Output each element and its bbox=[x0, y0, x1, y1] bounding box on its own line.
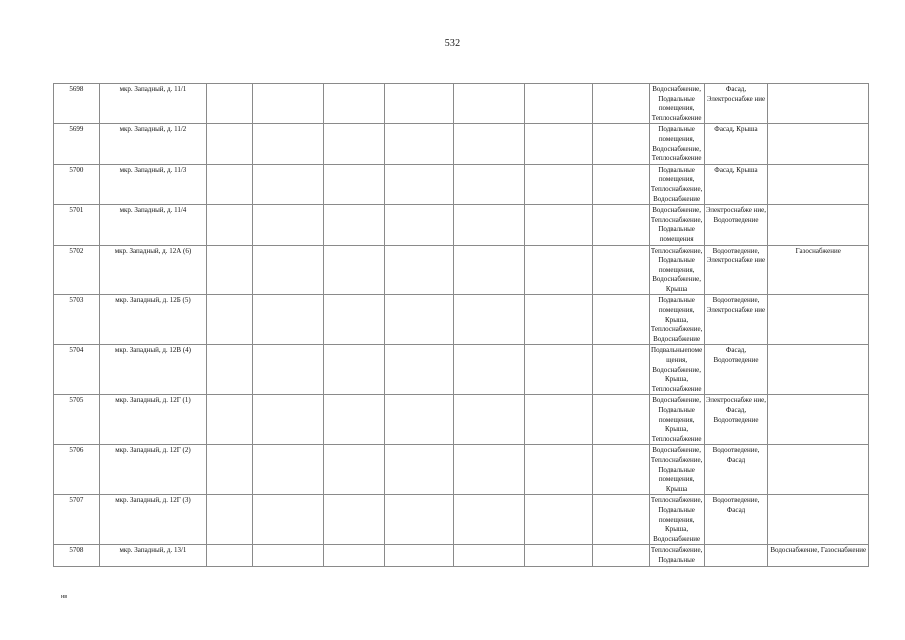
cell-empty bbox=[207, 205, 253, 245]
cell-number: 5704 bbox=[54, 345, 100, 395]
cell-number: 5702 bbox=[54, 245, 100, 295]
cell-empty bbox=[592, 545, 649, 566]
cell-works-2: Водоотведение, Фасад bbox=[704, 445, 768, 495]
cell-empty bbox=[453, 295, 524, 345]
table-row bbox=[54, 164, 869, 204]
cell-empty bbox=[384, 545, 453, 566]
cell-works-2: Фасад, Крыша bbox=[704, 124, 768, 164]
cell-empty bbox=[524, 124, 592, 164]
cell-empty bbox=[323, 445, 384, 495]
cell-empty bbox=[592, 295, 649, 345]
cell-empty bbox=[384, 445, 453, 495]
cell-empty bbox=[323, 395, 384, 445]
cell-works-1: Подвальные помещения, Теплоснабжение, Водоснабжение bbox=[649, 164, 704, 204]
cell-empty bbox=[323, 545, 384, 566]
cell-works-3: Газоснабжение bbox=[768, 245, 869, 295]
cell-works-1: Водоснабжение, Подвальные помещения, Крыша, Теплоснабжение bbox=[649, 395, 704, 445]
cell-address: мкр. Западный, д. 12Г (3) bbox=[99, 495, 207, 545]
cell-address: мкр. Западный, д. 12Г (2) bbox=[99, 445, 207, 495]
cell-empty bbox=[592, 345, 649, 395]
cell-address: мкр. Западный, д. 11/3 bbox=[99, 164, 207, 204]
cell-works-2: Фасад, Крыша bbox=[704, 164, 768, 204]
cell-address: мкр. Западный, д. 11/4 bbox=[99, 205, 207, 245]
cell-empty bbox=[524, 345, 592, 395]
cell-works-2: Фасад, Электроснабже ние bbox=[704, 84, 768, 124]
cell-empty bbox=[252, 495, 323, 545]
cell-empty bbox=[524, 164, 592, 204]
registry-body bbox=[54, 84, 869, 567]
table-row bbox=[54, 345, 869, 395]
cell-works-1: Подвальныепоме щения, Водоснабжение, Крыша, Теплоснабжение bbox=[649, 345, 704, 395]
cell-works-3 bbox=[768, 395, 869, 445]
cell-number: 5703 bbox=[54, 295, 100, 345]
cell-empty bbox=[524, 205, 592, 245]
cell-address: мкр. Западный, д. 12Б (5) bbox=[99, 295, 207, 345]
cell-number: 5705 bbox=[54, 395, 100, 445]
cell-empty bbox=[323, 245, 384, 295]
cell-empty bbox=[207, 245, 253, 295]
cell-empty bbox=[207, 124, 253, 164]
cell-works-3 bbox=[768, 495, 869, 545]
registry-table bbox=[53, 83, 869, 567]
cell-empty bbox=[252, 345, 323, 395]
cell-empty bbox=[453, 395, 524, 445]
cell-empty bbox=[524, 495, 592, 545]
cell-empty bbox=[252, 164, 323, 204]
cell-empty bbox=[252, 295, 323, 345]
cell-empty bbox=[453, 345, 524, 395]
cell-works-3 bbox=[768, 124, 869, 164]
cell-empty bbox=[384, 295, 453, 345]
cell-empty bbox=[592, 495, 649, 545]
cell-empty bbox=[252, 445, 323, 495]
cell-empty bbox=[453, 545, 524, 566]
table-row bbox=[54, 395, 869, 445]
cell-number: 5698 bbox=[54, 84, 100, 124]
cell-empty bbox=[323, 124, 384, 164]
cell-empty bbox=[252, 205, 323, 245]
cell-works-2: Фасад, Водоотведение bbox=[704, 345, 768, 395]
cell-works-1: Подвальные помещения, Крыша, Теплоснабжение, Водоснабжение bbox=[649, 295, 704, 345]
cell-number: 5706 bbox=[54, 445, 100, 495]
cell-empty bbox=[252, 124, 323, 164]
cell-works-1: Подвальные помещения, Водоснабжение, Теплоснабжение bbox=[649, 124, 704, 164]
cell-works-1: Водоснабжение, Теплоснабжение, Подвальные помещения, Крыша bbox=[649, 445, 704, 495]
cell-empty bbox=[384, 164, 453, 204]
cell-empty bbox=[207, 495, 253, 545]
table-row bbox=[54, 205, 869, 245]
cell-empty bbox=[323, 295, 384, 345]
cell-works-3 bbox=[768, 164, 869, 204]
cell-empty bbox=[207, 445, 253, 495]
cell-empty bbox=[592, 245, 649, 295]
cell-empty bbox=[323, 84, 384, 124]
cell-empty bbox=[524, 445, 592, 495]
cell-works-3: Водоснабжение, Газоснабжение bbox=[768, 545, 869, 566]
cell-empty bbox=[453, 245, 524, 295]
table-row bbox=[54, 295, 869, 345]
cell-works-1: Теплоснабжение, Подвальные помещения, Водоснабжение, Крыша bbox=[649, 245, 704, 295]
cell-works-3 bbox=[768, 345, 869, 395]
cell-empty bbox=[252, 545, 323, 566]
cell-empty bbox=[453, 445, 524, 495]
cell-empty bbox=[323, 345, 384, 395]
cell-empty bbox=[323, 495, 384, 545]
cell-number: 5700 bbox=[54, 164, 100, 204]
cell-empty bbox=[592, 84, 649, 124]
cell-empty bbox=[524, 84, 592, 124]
cell-address: мкр. Западный, д. 12А (6) bbox=[99, 245, 207, 295]
cell-number: 5699 bbox=[54, 124, 100, 164]
cell-empty bbox=[592, 164, 649, 204]
cell-works-2 bbox=[704, 545, 768, 566]
cell-number: 5701 bbox=[54, 205, 100, 245]
cell-empty bbox=[384, 245, 453, 295]
cell-empty bbox=[524, 395, 592, 445]
cell-empty bbox=[384, 345, 453, 395]
cell-works-3 bbox=[768, 295, 869, 345]
cell-empty bbox=[252, 245, 323, 295]
cell-works-1: Теплоснабжение, Подвальные bbox=[649, 545, 704, 566]
cell-empty bbox=[453, 84, 524, 124]
footer-mark: нв bbox=[61, 594, 68, 600]
cell-empty bbox=[384, 124, 453, 164]
cell-empty bbox=[524, 245, 592, 295]
cell-address: мкр. Западный, д. 12В (4) bbox=[99, 345, 207, 395]
cell-works-1: Водоснабжение, Теплоснабжение, Подвальные помещения bbox=[649, 205, 704, 245]
cell-empty bbox=[323, 164, 384, 204]
table-row bbox=[54, 545, 869, 566]
table-row bbox=[54, 84, 869, 124]
table-row bbox=[54, 495, 869, 545]
cell-address: мкр. Западный, д. 12Г (1) bbox=[99, 395, 207, 445]
cell-works-3 bbox=[768, 205, 869, 245]
cell-empty bbox=[207, 345, 253, 395]
cell-empty bbox=[384, 205, 453, 245]
cell-number: 5708 bbox=[54, 545, 100, 566]
cell-empty bbox=[323, 205, 384, 245]
cell-empty bbox=[592, 124, 649, 164]
cell-works-3 bbox=[768, 445, 869, 495]
table-row bbox=[54, 124, 869, 164]
cell-works-2: Водоотведение, Фасад bbox=[704, 495, 768, 545]
cell-empty bbox=[207, 545, 253, 566]
page-number: 532 bbox=[444, 38, 461, 49]
cell-works-2: Электроснабже ние, Водоотведение bbox=[704, 205, 768, 245]
cell-empty bbox=[453, 164, 524, 204]
cell-address: мкр. Западный, д. 13/1 bbox=[99, 545, 207, 566]
cell-empty bbox=[453, 495, 524, 545]
cell-empty bbox=[207, 84, 253, 124]
cell-works-2: Водоотведение, Электроснабже ние bbox=[704, 245, 768, 295]
cell-works-1: Теплоснабжение, Подвальные помещения, Крыша, Водоснабжение bbox=[649, 495, 704, 545]
cell-empty bbox=[592, 395, 649, 445]
cell-empty bbox=[252, 84, 323, 124]
cell-number: 5707 bbox=[54, 495, 100, 545]
cell-empty bbox=[453, 205, 524, 245]
table-row bbox=[54, 445, 869, 495]
cell-empty bbox=[592, 205, 649, 245]
table-row bbox=[54, 245, 869, 295]
cell-address: мкр. Западный, д. 11/1 bbox=[99, 84, 207, 124]
cell-empty bbox=[207, 164, 253, 204]
cell-empty bbox=[384, 395, 453, 445]
cell-empty bbox=[524, 295, 592, 345]
cell-address: мкр. Западный, д. 11/2 bbox=[99, 124, 207, 164]
cell-empty bbox=[384, 495, 453, 545]
cell-empty bbox=[592, 445, 649, 495]
cell-empty bbox=[252, 395, 323, 445]
cell-works-1: Водоснабжение, Подвальные помещения, Теплоснабжение bbox=[649, 84, 704, 124]
cell-works-2: Водоотведение, Электроснабже ние bbox=[704, 295, 768, 345]
cell-works-2: Электроснабже ние, Фасад, Водоотведение bbox=[704, 395, 768, 445]
cell-empty bbox=[207, 395, 253, 445]
cell-empty bbox=[524, 545, 592, 566]
cell-empty bbox=[453, 124, 524, 164]
cell-works-3 bbox=[768, 84, 869, 124]
cell-empty bbox=[207, 295, 253, 345]
cell-empty bbox=[384, 84, 453, 124]
